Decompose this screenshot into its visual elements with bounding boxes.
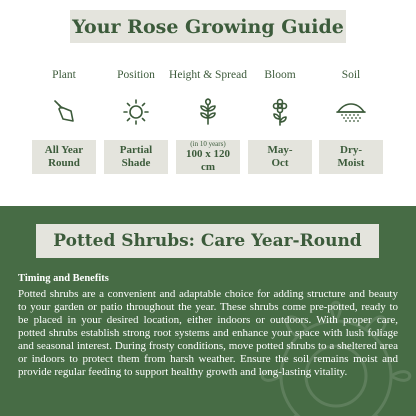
column-plant: [24, 66, 104, 169]
soil-icon: [311, 92, 391, 132]
value-line-2: Oct: [271, 157, 289, 169]
column-position: [96, 66, 176, 169]
column-value: [319, 140, 383, 174]
column-label: Position: [117, 69, 155, 81]
value-line-2: Round: [48, 157, 80, 169]
column-label: Plant: [52, 69, 76, 81]
care-title: Potted Shrubs: Care Year-Round: [36, 224, 379, 258]
value-line-1: 100 x 120: [186, 148, 230, 160]
column-value: [32, 140, 96, 174]
column-bloom: [240, 66, 320, 169]
guide-section: [0, 0, 416, 206]
value-line-2: Moist: [337, 157, 365, 169]
column-label: Soil: [341, 69, 361, 81]
sprout-icon: [168, 92, 248, 132]
guide-title: Your Rose Growing Guide: [70, 10, 346, 43]
value-line-1: All Year: [44, 144, 84, 156]
column-soil: [311, 66, 391, 169]
value-line-1: May-: [267, 144, 293, 156]
column-label: Bloom: [264, 69, 296, 81]
column-height-spread: [168, 66, 248, 173]
column-value: [104, 140, 168, 174]
value-note: (in 10 years): [190, 140, 226, 148]
value-line-2: Shade: [121, 157, 151, 169]
column-value: [176, 140, 240, 174]
value-line-1: Partial: [119, 144, 153, 156]
value-line-1: Dry-: [340, 144, 362, 156]
care-section: [0, 206, 416, 416]
value-line-2: cm: [200, 161, 216, 173]
column-label: Height & Spread: [169, 69, 247, 81]
trowel-icon: [24, 92, 104, 132]
column-value: [248, 140, 312, 174]
flower-icon: [240, 92, 320, 132]
care-subtitle: Timing and Benefits: [18, 273, 109, 284]
care-body-text: Potted shrubs are a convenient and adaptable choice for adding structure and beauty to your garden or patio throughout the year. These shrubs come pre-potted, ready to be placed in your desired location, either indoors or outdoors. With proper care, potted shrubs establish strong root systems and enhance your space with lush foliage and seasonal interest. During frosty conditions, move potted shrubs to a sheltered area or indoors to protect them from harsh weather. Ensure the soil remains moist and provide regular feeding to support healthy growth and long-lasting vitality.: [18, 288, 398, 378]
sun-icon: [96, 92, 176, 132]
